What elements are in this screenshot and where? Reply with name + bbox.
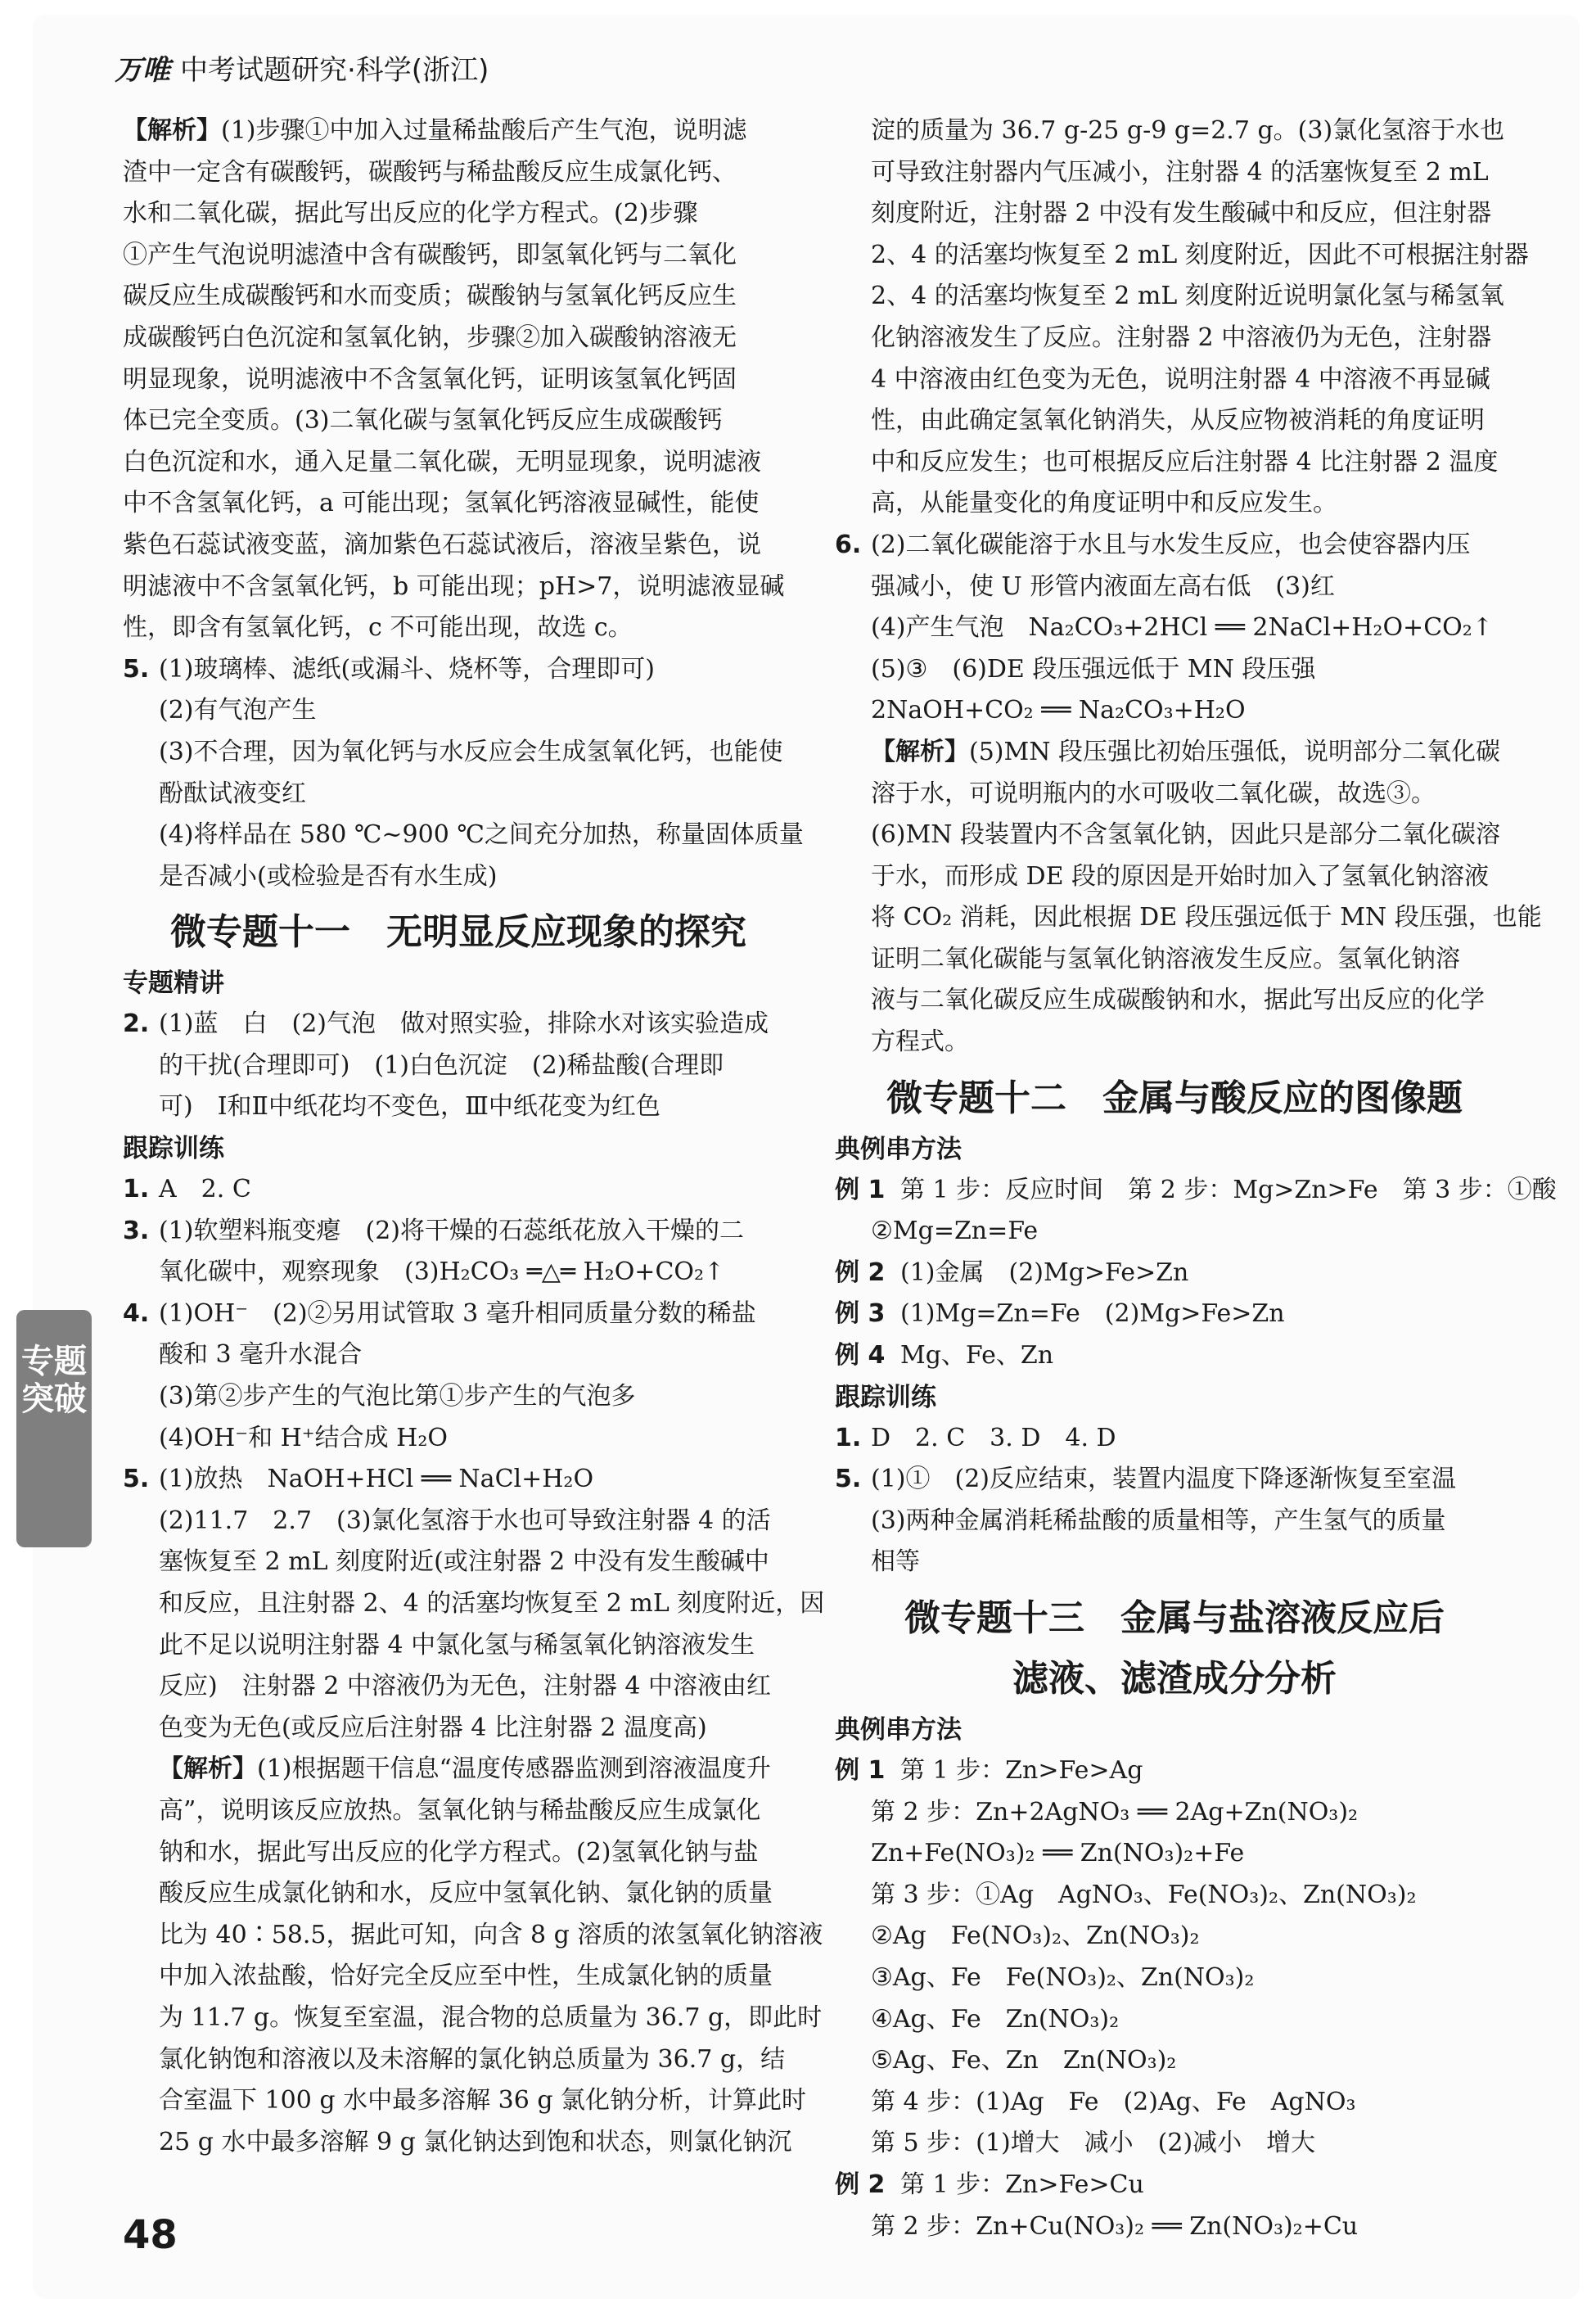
line-text: (6)MN 段装置内不含氢氧化钠，因此只是部分二氧化碳溶 [871,820,1500,850]
text-line [123,400,794,442]
line-text: D 2. C 3. D 4. D [871,1423,1116,1452]
line-text: (3)不合理，因为氧化钙与水反应会生成氢氧化钙，也能使 [159,737,783,766]
line-text: (5)③ (6)DE 段压强远低于 MN 段压强 [871,654,1316,684]
text-line [835,1916,1514,1958]
subsection-heading: 专题精讲 [123,969,224,999]
text-line [123,359,794,401]
line-text: Zn+Fe(NO₃)₂ ══ Zn(NO₃)₂+Fe [871,1839,1245,1868]
line-text: (3)第②步产生的气泡比第①步产生的气泡多 [159,1382,636,1411]
text-line [835,567,1514,608]
line-text: ⑤Ag、Fe、Zn Zn(NO₃)₂ [871,2046,1177,2075]
line-text: 渣中一定含有碳酸钙，碳酸钙与稀盐酸反应生成氯化钙、 [123,157,737,187]
line-text: 钠和水，据此写出反应的化学方程式。(2)氢氧化钠与盐 [159,1837,759,1867]
line-text: 可) Ⅰ和Ⅱ中纸花均不变色，Ⅲ中纸花变为红色 [159,1092,660,1122]
analysis-tag: 【解析】 [123,116,221,145]
line-text: 相等 [871,1547,920,1577]
line-text: 第 2 步：Zn+Cu(NO₃)₂ ══ Zn(NO₃)₂+Cu [871,2211,1359,2241]
example-label: 例 4 [835,1341,886,1371]
text-line [123,1501,794,1542]
text-line [123,1666,794,1708]
line-text: (1)① (2)反应结束，装置内温度下降逐渐恢复至室温 [871,1465,1456,1494]
text-line [835,774,1514,815]
line-text: (2)有气泡产生 [159,696,317,725]
section-side-tab: 专题突破 [16,1310,92,1547]
line-text: 方程式。 [871,1027,969,1057]
line-text: 比为 40∶58.5，据此可知，向含 8 g 溶质的浓氢氧化钠溶液 [159,1920,823,1949]
text-line [123,1459,794,1501]
question-number: 4. [123,1298,150,1328]
page-number: 48 [123,2212,178,2258]
line-text: ②Mg=Zn=Fe [871,1217,1039,1246]
line-text: 2NaOH+CO₂ ══ Na₂CO₃+H₂O [871,696,1246,725]
line-text: 溶于水，可说明瓶内的水可吸收二氧化碳，故选③。 [871,779,1436,808]
line-text: (4)OH⁻和 H⁺结合成 H₂O [159,1423,448,1452]
line-text: 为 11.7 g。恢复至室温，混合物的总质量为 36.7 g，即此时 [159,2003,823,2032]
text-line [835,897,1542,939]
left-column [123,111,825,2163]
text-line [123,1625,794,1667]
page-header [115,47,489,88]
text-line [835,359,1514,401]
example-label: 例 3 [835,1299,886,1329]
text-line [835,1253,1514,1294]
line-text: 第 1 步：Zn>Fe>Cu [900,2170,1144,2199]
line-text: 塞恢复至 2 mL 刻度附近(或注射器 2 中没有发生酸碱中 [159,1547,769,1577]
text-line [835,400,1514,442]
text-line [835,525,1514,567]
text-line [835,442,1514,484]
line-text: (1)Mg=Zn=Fe (2)Mg>Fe>Zn [900,1299,1285,1329]
question-number: 3. [123,1216,150,1245]
line-text: 紫色石蕊试液变蓝，滴加紫色石蕊试液后，溶液呈紫色，说 [123,530,761,559]
line-text: 第 4 步：(1)Ag Fe (2)Ag、Fe AgNO₃ [871,2087,1356,2116]
brand-logo: 万唯 [115,54,170,87]
line-text: 证明二氧化碳能与氢氧化钠溶液发生反应。氢氧化钠溶 [871,944,1460,973]
question-number: 1. [123,1175,150,1204]
line-text: 水和二氧化碳，据此写出反应的化学方程式。(2)步骤 [123,199,698,228]
line-text: (4)产生气泡 Na₂CO₃+2HCl ══ 2NaCl+H₂O+CO₂↑ [871,613,1493,643]
book-title: 中考试题研究·科学(浙江) [180,54,489,87]
section-heading: 微专题十三 金属与盐溶液反应后 [904,1597,1445,1639]
line-text: 的干扰(合理即可) (1)白色沉淀 (2)稀盐酸(合理即 [159,1050,724,1080]
line-text: 25 g 水中最多溶解 9 g 氯化钠达到饱和状态，则氯化钠沉 [159,2127,792,2156]
text-line [835,193,1514,235]
text-line [123,1873,794,1915]
line-text: (4)将样品在 580 ℃~900 ℃之间充分加热，称量固体质量 [159,820,804,850]
line-text: 白色沉淀和水，通入足量二氧化碳，无明显现象，说明滤液 [123,447,761,476]
text-line [123,318,794,359]
text-line [123,2080,807,2122]
analysis-tag: 【解析】 [871,737,969,766]
line-text: 氯化钠饱和溶液以及未溶解的氯化钠总质量为 36.7 g，结 [159,2044,786,2074]
line-text: 第 5 步：(1)增大 减小 (2)减小 增大 [871,2129,1316,2158]
text-line [123,856,794,898]
line-text: ②Ag Fe(NO₃)₂、Zn(NO₃)₂ [871,1921,1200,1951]
text-line [123,1334,794,1376]
section-heading: 微专题十一 无明显反应现象的探究 [170,911,746,954]
text-line [835,2040,1514,2082]
line-text: 淀的质量为 36.7 g-25 g-9 g=2.7 g。(3)氯化氢溶于水也 [871,116,1505,145]
text-line [835,690,1514,732]
section-heading: 微专题十二 金属与酸反应的图像题 [886,1077,1463,1119]
line-text: 中加入浓盐酸，恰好完全反应至中性，生成氯化钠的质量 [159,1962,773,1991]
text-line [123,1832,794,1874]
example-label: 例 1 [835,1756,886,1785]
line-text: 反应) 注射器 2 中溶液仍为无色，注射器 4 中溶液由红 [159,1672,772,1701]
line-text: 液与二氧化碳反应生成碳酸钠和水，据此写出反应的化学 [871,986,1485,1015]
line-text: (1)软塑料瓶变瘪 (2)将干燥的石蕊纸花放入干燥的二 [159,1216,744,1245]
line-text: 碳反应生成碳酸钙和水而变质；碳酸钠与氢氧化钙反应生 [123,282,737,311]
text-line [123,815,804,856]
line-text: 2、4 的活塞均恢复至 2 mL 刻度附近说明氯化氢与稀氢氧 [871,282,1504,311]
line-text: 明显现象，说明滤液中不含氢氧化钙，证明该氢氧化钙固 [123,364,737,394]
line-text: 酸和 3 毫升水混合 [159,1340,363,1370]
line-text: (5)MN 段压强比初始压强低，说明部分二氧化碳 [969,737,1500,766]
right-column [835,111,1557,2247]
line-text: 化钠溶液发生了反应。注射器 2 中溶液仍为无色，注射器 [871,323,1492,352]
subsection-heading: 跟踪训练 [123,1134,224,1164]
question-number: 6. [835,530,862,559]
question-number: 5. [123,654,150,684]
text-line [835,1792,1514,1834]
text-line [123,483,794,525]
text-line [123,1708,794,1750]
text-line [123,2122,794,2164]
text-line [835,1335,1514,1377]
line-text: 成碳酸钙白色沉淀和氢氧化钠，步骤②加入碳酸钠溶液无 [123,323,737,352]
line-text: ①产生气泡说明滤渣中含有碳酸钙，即氢氧化钙与二氧化 [123,240,737,269]
text-line [123,152,794,194]
text-line [835,815,1514,856]
line-text: 2、4 的活塞均恢复至 2 mL 刻度附近，因此不可根据注射器 [871,240,1529,269]
example-label: 例 2 [835,2170,886,2199]
text-line [835,1875,1514,1917]
text-line [835,2206,1514,2248]
line-text: 第 1 步：反应时间 第 2 步：Mg>Zn>Fe 第 3 步：①酸 [900,1175,1557,1204]
line-text: 将 CO₂ 消耗，因此根据 DE 段压强远低于 MN 段压强，也能 [871,903,1542,932]
text-line [123,1086,794,1128]
line-text: 第 2 步：Zn+2AgNO₃ ══ 2Ag+Zn(NO₃)₂ [871,1797,1359,1827]
line-text: 第 1 步：Zn>Fe>Ag [900,1756,1143,1785]
line-text: A 2. C [159,1175,251,1204]
text-line [835,1459,1514,1501]
line-text: 性，由此确定氢氧化钠消失，从反应物被消耗的角度证明 [871,406,1485,436]
text-line [123,1045,794,1087]
line-text: 刻度附近，注射器 2 中没有发生酸碱中和反应，但注射器 [871,199,1492,228]
text-line [123,1211,794,1253]
line-text: (1)OH⁻ (2)②另用试管取 3 毫升相同质量分数的稀盐 [159,1298,756,1328]
example-label: 例 1 [835,1175,886,1204]
question-number: 2. [123,1009,150,1039]
text-line [835,318,1514,359]
line-text: (2)二氧化碳能溶于水且与水发生反应，也会使容器内压 [871,530,1471,559]
line-text: 中和反应发生；也可根据反应后注射器 4 比注射器 2 温度 [871,447,1499,476]
line-text: (1)根据题干信息“温度传感器监测到溶液温度升 [257,1754,771,1784]
line-text: 于水，而形成 DE 段的原因是开始时加入了氢氧化钠溶液 [871,861,1490,891]
text-line [123,1998,823,2039]
subsection-heading: 典例串方法 [835,1715,962,1745]
line-text: 可导致注射器内气压减小，注射器 4 的活塞恢复至 2 mL [871,157,1489,187]
text-line [835,483,1514,525]
text-line [123,193,794,235]
text-line [835,1418,1514,1460]
text-line [123,1418,794,1460]
text-line [835,939,1514,981]
line-text: (1)放热 NaOH+HCl ══ NaCl+H₂O [159,1465,594,1494]
text-line [123,774,794,815]
text-line [835,1833,1514,1875]
text-line [835,1170,1557,1212]
line-text: 酸反应生成氯化钠和水，反应中氢氧化钠、氯化钠的质量 [159,1879,773,1908]
text-line [835,111,1514,152]
text-line [835,1958,1514,1999]
text-line [123,1542,794,1583]
text-line [835,607,1514,649]
text-line [123,111,794,152]
text-line [835,1211,1514,1253]
text-line [835,2082,1514,2124]
text-line [123,690,794,732]
text-line [123,732,794,774]
section-heading: 滤液、滤渣成分分析 [1012,1658,1337,1700]
line-text: ④Ag、Fe Zn(NO₃)₂ [871,2004,1120,2034]
line-text: 中不含氢氧化钙，a 可能出现；氢氧化钙溶液显碱性，能使 [123,489,760,518]
line-text: (1)金属 (2)Mg>Fe>Zn [900,1258,1189,1287]
text-line [123,567,794,608]
text-line [123,235,794,277]
line-text: 氧化碳中，观察现象 (3)H₂CO₃ ═△═ H₂O+CO₂↑ [159,1258,725,1287]
text-line [835,1999,1514,2041]
line-text: (3)两种金属消耗稀盐酸的质量相等，产生氢气的质量 [871,1506,1446,1535]
text-line [835,235,1529,277]
text-line [835,1542,1514,1583]
text-line [123,1790,794,1832]
text-line [123,1004,794,1045]
line-text: 高，从能量变化的角度证明中和反应发生。 [871,489,1337,518]
text-line [123,649,794,691]
line-text: 合室温下 100 g 水中最多溶解 36 g 氯化钠分析，计算此时 [159,2086,807,2116]
text-line [835,152,1514,194]
line-text: (1)步骤①中加入过量稀盐酸后产生气泡，说明滤 [221,116,747,145]
line-text: (1)蓝 白 (2)气泡 做对照实验，排除水对该实验造成 [159,1009,769,1039]
text-line [123,1749,794,1790]
subsection-heading: 典例串方法 [835,1134,962,1164]
text-line [123,442,794,484]
text-line [123,525,794,567]
text-line [835,980,1514,1022]
line-text: Mg、Fe、Zn [900,1341,1054,1371]
line-text: (2)11.7 2.7 (3)氯化氢溶于水也可导致注射器 4 的活 [159,1506,771,1535]
text-line [835,1294,1514,1335]
line-text: 第 3 步：①Ag AgNO₃、Fe(NO₃)₂、Zn(NO₃)₂ [871,1880,1417,1909]
text-line [835,276,1514,318]
line-text: 是否减小(或检验是否有水生成) [159,861,498,891]
line-text: 此不足以说明注射器 4 中氯化氢与稀氢氧化钠溶液发生 [159,1630,755,1660]
text-line [123,2039,794,2081]
line-text: 色变为无色(或反应后注射器 4 比注射器 2 温度高) [159,1713,707,1742]
text-line [123,1252,794,1294]
text-line [835,1750,1514,1792]
text-line [835,732,1514,774]
line-text: 性，即含有氢氧化钙，c 不可能出现，故选 c。 [123,613,633,643]
line-text: 强减小，使 U 形管内液面左高右低 (3)红 [871,571,1335,601]
text-line [123,276,794,318]
question-number: 1. [835,1423,862,1452]
line-text: ③Ag、Fe Fe(NO₃)₂、Zn(NO₃)₂ [871,1962,1255,1992]
text-line [123,1956,794,1998]
text-line [123,1583,825,1625]
text-line [123,1915,823,1957]
line-text: 酚酞试液变红 [159,779,306,808]
line-text: 体已完全变质。(3)二氧化碳与氢氧化钙反应生成碳酸钙 [123,406,723,436]
line-text: 4 中溶液由红色变为无色，说明注射器 4 中溶液不再显碱 [871,364,1490,394]
text-line [835,2123,1514,2165]
text-line [835,649,1514,691]
text-line [835,1022,1514,1063]
subsection-heading: 跟踪训练 [835,1382,936,1412]
text-line [123,1376,794,1418]
question-number: 5. [123,1465,150,1494]
text-line [123,1169,794,1211]
text-line [123,607,794,649]
analysis-tag: 【解析】 [159,1754,257,1784]
text-line [123,1294,794,1335]
text-line [835,2165,1514,2206]
question-number: 5. [835,1465,862,1494]
line-text: (1)玻璃棒、滤纸(或漏斗、烧杯等，合理即可) [159,654,655,684]
example-label: 例 2 [835,1258,886,1287]
line-text: 和反应，且注射器 2、4 的活塞均恢复至 2 mL 刻度附近，因 [159,1589,825,1618]
text-line [835,1501,1514,1542]
line-text: 高”，说明该反应放热。氢氧化钠与稀盐酸反应生成氯化 [159,1795,761,1825]
text-line [835,856,1514,898]
line-text: 明滤液中不含氢氧化钙，b 可能出现；pH>7，说明滤液显碱 [123,571,785,601]
